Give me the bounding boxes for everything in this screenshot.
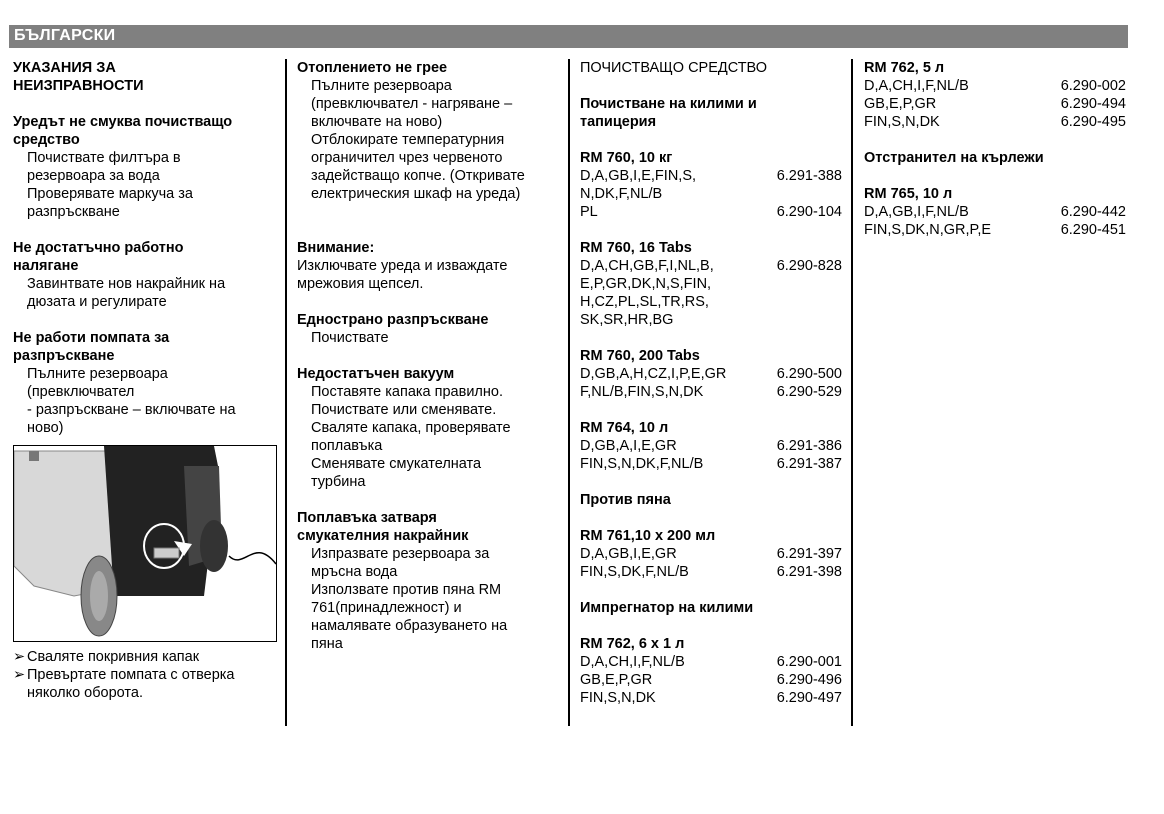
country-codes: D,A,CH,I,F,NL/B (864, 78, 969, 94)
country-codes: FIN,S,N,DK (864, 114, 940, 130)
product-row (580, 455, 842, 473)
warning-text: Изключвате уреда и изваждате мрежовия щепсел. (297, 258, 508, 292)
product-name: RM 761,10 x 200 мл (580, 528, 716, 544)
product-row (580, 383, 842, 401)
product-name: RM 762, 5 л (864, 60, 945, 76)
country-codes: PL (580, 204, 598, 220)
order-number: 6.290-529 (776, 384, 842, 400)
product-row (580, 545, 842, 563)
product-row (864, 77, 1126, 95)
product-row (580, 689, 842, 707)
country-codes: D,A,GB,I,E,FIN,S, N,DK,F,NL/B (580, 168, 697, 202)
country-codes: D,GB,A,H,CZ,I,P,E,GR (580, 366, 727, 382)
remedy-item: Проверявате маркуча за разпръскване (27, 186, 193, 220)
country-codes: D,A,GB,I,F,NL/B (864, 204, 969, 220)
remedy-item: Почиствате или сменявате. (311, 402, 497, 418)
order-number: 6.290-495 (1060, 114, 1126, 130)
order-number: 6.290-002 (1060, 78, 1126, 94)
remedy-item: Почиствате филтъра в резервоара за вода (27, 150, 181, 184)
country-codes: F,NL/B,FIN,S,N,DK (580, 384, 704, 400)
category-heading: Почистване на килими и тапицерия (580, 96, 757, 130)
remedy-item: Сменявате смукателната турбина (311, 456, 482, 490)
product-row (580, 203, 842, 221)
arrow-icon: ➢ (13, 649, 26, 665)
remedy-item: Поставяте капака правилно. (311, 384, 503, 400)
remedy-item: Изпразвате резервоара за мръсна вода (311, 546, 490, 580)
fault-heading: Отоплението не грее (297, 60, 448, 76)
country-codes: D,GB,A,I,E,GR (580, 438, 677, 454)
column-divider (568, 59, 570, 726)
fault-heading: Поплавъка затваря смукателния накрайник (297, 510, 469, 544)
order-number: 6.290-104 (776, 204, 842, 220)
order-number: 6.290-001 (776, 654, 842, 670)
order-number: 6.290-828 (776, 258, 842, 274)
product-row (580, 365, 842, 383)
order-number: 6.290-494 (1060, 96, 1126, 112)
language-label: БЪЛГАРСКИ (14, 27, 116, 44)
arrow-icon: ➢ (13, 667, 26, 683)
detergents-column-2 (864, 59, 1126, 239)
instruction-bullet (13, 648, 281, 666)
product-row (580, 653, 842, 671)
product-row (864, 113, 1126, 131)
detergents-column (580, 59, 842, 707)
order-number: 6.290-496 (776, 672, 842, 688)
product-name: RM 765, 10 л (864, 186, 953, 202)
pump-rotation-illustration (14, 446, 276, 641)
fault-heading: Уредът не смуква почистващо средство (13, 114, 233, 148)
category-heading: Против пяна (580, 492, 671, 508)
order-number: 6.290-442 (1060, 204, 1126, 220)
product-row (580, 563, 842, 581)
country-codes: FIN,S,DK,N,GR,P,E (864, 222, 992, 238)
order-number: 6.291-397 (776, 546, 842, 562)
language-header-bar (9, 25, 1128, 48)
country-codes: GB,E,P,GR (864, 96, 937, 112)
country-codes: FIN,S,N,DK (580, 690, 656, 706)
fault-heading: Не достатъчно работно налягане (13, 240, 184, 274)
product-name: RM 760, 10 кг (580, 150, 673, 166)
device-photo (13, 445, 277, 642)
category-heading: Отстранител на кърлежи (864, 150, 1044, 166)
section-title: УКАЗАНИЯ ЗА НЕИЗПРАВНОСТИ (13, 60, 144, 94)
instruction-bullet (13, 666, 281, 702)
fault-heading: Еднострано разпръскване (297, 312, 489, 328)
bullet-text: Превъртате помпата с отверка няколко оборота. (27, 667, 235, 701)
order-number: 6.290-497 (776, 690, 842, 706)
remedy-item: Почиствате (311, 330, 389, 346)
product-row (580, 167, 842, 203)
country-codes: D,A,CH,I,F,NL/B (580, 654, 685, 670)
remedy-item: - разпръскване – включвате на ново) (27, 402, 236, 436)
order-number: 6.291-387 (776, 456, 842, 472)
remedy-item: Сваляте капака, проверявате поплавъка (311, 420, 511, 454)
remedy-item: Отблокирате температурния ограничител чрез червеното задействащо копче. (Откривате електрическия шкаф на уреда) (311, 132, 525, 202)
product-row (864, 203, 1126, 221)
order-number: 6.291-398 (776, 564, 842, 580)
product-name: RM 764, 10 л (580, 420, 669, 436)
country-codes: D,A,CH,GB,F,I,NL,B, E,P,GR,DK,N,S,FIN, H,CZ,PL,SL,TR,RS, SK,SR,HR,BG (580, 258, 714, 328)
troubleshooting-column-2 (297, 59, 559, 653)
order-number: 6.290-500 (776, 366, 842, 382)
order-number: 6.291-388 (776, 168, 842, 184)
order-number: 6.290-451 (1060, 222, 1126, 238)
remedy-item: Пълните резервоара (превключвател (27, 366, 168, 400)
product-row (864, 221, 1126, 239)
country-codes: GB,E,P,GR (580, 672, 653, 688)
column-divider (851, 59, 853, 726)
country-codes: D,A,GB,I,E,GR (580, 546, 677, 562)
troubleshooting-column (13, 59, 281, 702)
fault-heading: Не работи помпата за разпръскване (13, 330, 170, 364)
section-title: ПОЧИСТВАЩО СРЕДСТВО (580, 60, 768, 76)
warning-heading: Внимание: (297, 240, 375, 256)
remedy-item: Пълните резервоара (превключвател - нагряване – включвате на ново) (311, 78, 513, 130)
product-row (580, 437, 842, 455)
category-heading: Импрегнатор на килими (580, 600, 754, 616)
country-codes: FIN,S,N,DK,F,NL/B (580, 456, 704, 472)
country-codes: FIN,S,DK,F,NL/B (580, 564, 689, 580)
column-divider (285, 59, 287, 726)
product-name: RM 760, 200 Tabs (580, 348, 700, 364)
remedy-item: Завинтвате нов накрайник на дюзата и регулирате (27, 276, 226, 310)
order-number: 6.291-386 (776, 438, 842, 454)
fault-heading: Недостатъчен вакуум (297, 366, 455, 382)
product-name: RM 760, 16 Tabs (580, 240, 692, 256)
remedy-item: Използвате против пяна RM 761(принадлежност) и намалявате образуването на пяна (311, 582, 508, 652)
product-row (864, 95, 1126, 113)
product-row (580, 257, 842, 329)
product-row (580, 671, 842, 689)
product-name: RM 762, 6 x 1 л (580, 636, 685, 652)
bullet-text: Сваляте покривния капак (27, 649, 200, 665)
